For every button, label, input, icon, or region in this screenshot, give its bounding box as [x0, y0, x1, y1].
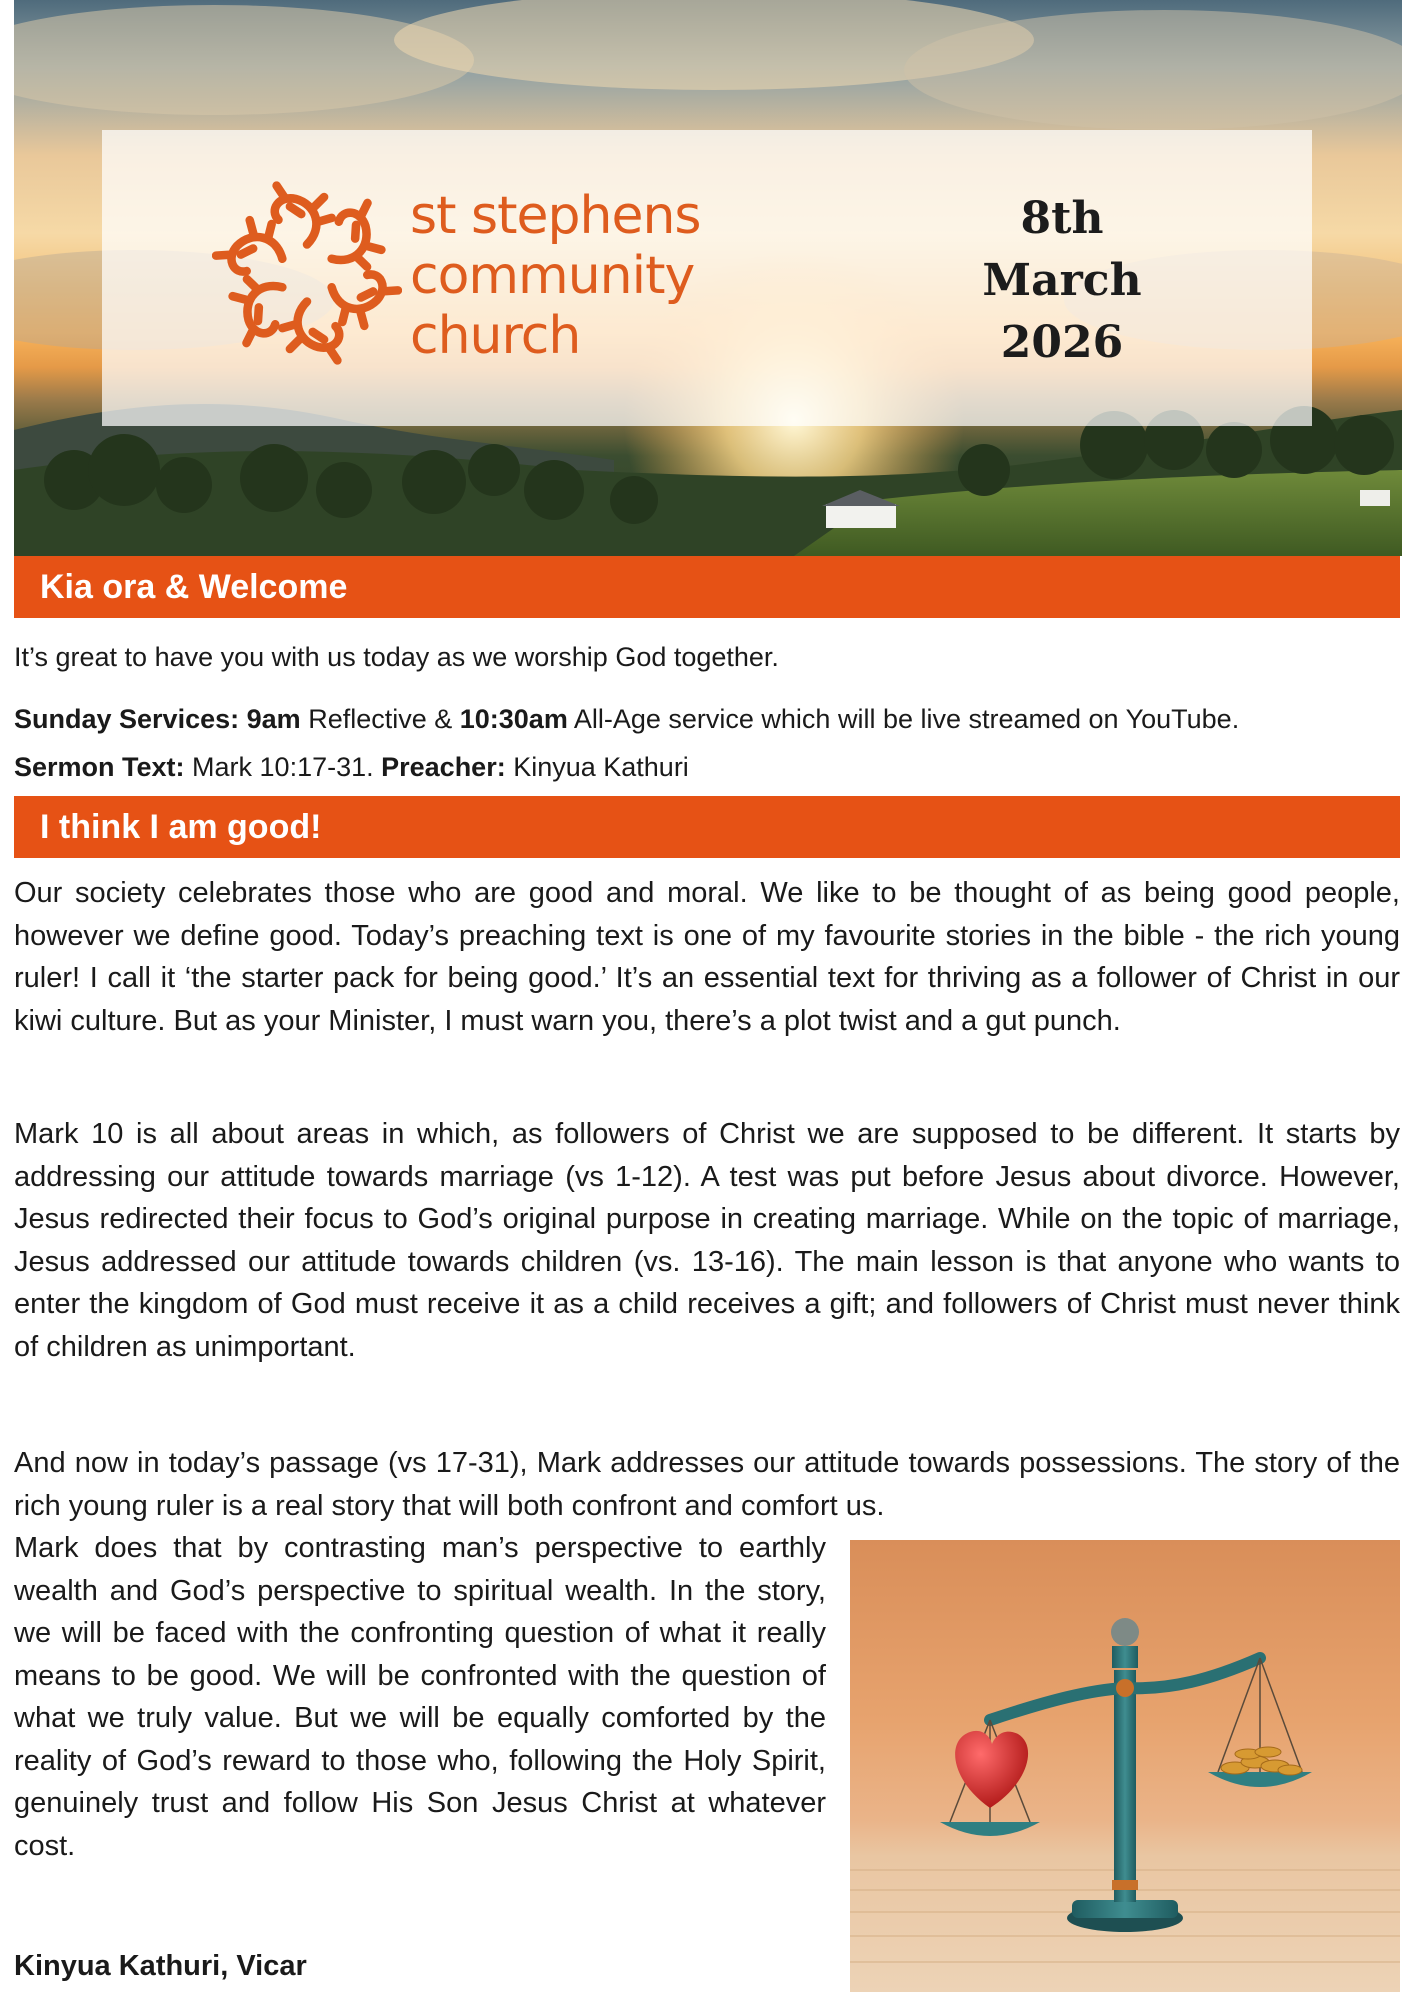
scale-illustration — [850, 1540, 1400, 1992]
balance-scale-heart-coins-image — [850, 1540, 1400, 1992]
church-name — [410, 186, 701, 366]
church-name-line: st stephens — [410, 186, 701, 246]
sermon-text: Mark 10:17-31. — [184, 752, 382, 782]
sermon-line — [14, 748, 1400, 786]
header-panel — [102, 130, 1312, 426]
service1-time: 9am — [246, 704, 301, 734]
services-label: Sunday Services: — [14, 704, 240, 734]
article-heading: I think I am good! — [14, 796, 1400, 858]
preacher-label: Preacher: — [381, 752, 506, 782]
date-year: 2026 — [1000, 317, 1124, 368]
service1-desc: Reflective & — [300, 704, 460, 734]
service2-time: 10:30am — [459, 704, 568, 734]
preacher-name: Kinyua Kathuri — [505, 752, 689, 782]
welcome-heading: Kia ora & Welcome — [14, 556, 1400, 618]
date-day: 8th — [1020, 193, 1104, 244]
article-paragraph: Our society celebrates those who are good and moral. We like to be thought of as being good people, however we define good. Today’s preaching text is one of my favourite stories in the bible - the rich young ruler! I call it ‘the starter pack for being good.’ It’s an essential text for thriving as a follower of Christ in our kiwi culture. But as your Minister, I must warn you, there’s a plot twist and a gut punch. — [14, 877, 1400, 1037]
church-name-line: church — [410, 306, 581, 366]
sermon-label: Sermon Text: — [14, 752, 185, 782]
service2-desc: All-Age service which will be live streamed on YouTube. — [567, 704, 1240, 734]
date-month: March — [982, 255, 1142, 306]
services-line — [14, 700, 1414, 738]
crown-of-thorns-icon — [212, 178, 402, 368]
article-paragraph-wrapped: Mark does that by contrasting man’s perspective to earthly wealth and God’s perspective to spiritual wealth. In the story, we will be faced with the confronting question of what it really means to be good. We will be confronted with the question of what we truly value. But we will be equally comforted by the reality of God’s reward to those who, following the Holy Spirit, genuinely trust and follow His Son Jesus Christ at whatever cost. — [14, 1532, 826, 1862]
article-paragraph: Mark 10 is all about areas in which, as followers of Christ we are supposed to be different. It starts by addressing our attitude towards marriage (vs 1-12). A test was put before Jesus about divorce. However, Jesus redirected their focus to God’s original purpose in creating marriage. While on the topic of marriage, Jesus addressed our attitude towards children (vs. 13-16). The main lesson is that anyone who wants to enter the kingdom of God must receive it as a child receives a gift; and followers of Christ must never think of children as unimportant. — [14, 1118, 1400, 1363]
signature: Kinyua Kathuri, Vicar — [14, 1950, 307, 1982]
article-paragraph: And now in today’s passage (vs 17-31), Mark addresses our attitude towards possessions. The story of the rich young ruler is a real story that will both confront and comfort us. — [14, 1447, 1400, 1522]
welcome-intro: It’s great to have you with us today as we worship God together. — [14, 642, 779, 672]
service-date — [962, 188, 1162, 374]
hero-banner — [14, 0, 1402, 556]
church-name-line: community — [410, 246, 695, 306]
